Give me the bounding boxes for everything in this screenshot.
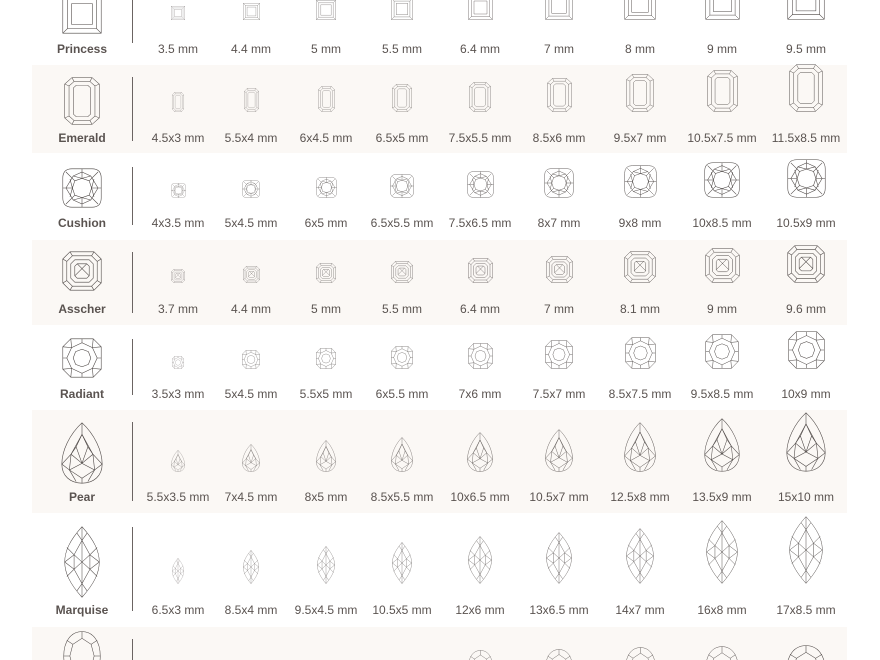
size-label: 10.5x7.5 mm <box>687 131 757 145</box>
size-label: 7 mm <box>544 302 574 316</box>
size-label: 7x6 mm <box>458 387 502 401</box>
cushion-icon <box>62 168 102 208</box>
size-label: 8.1 mm <box>619 302 660 316</box>
size-label: 8.5x5.5 mm <box>370 490 434 504</box>
size-label: 7.5x5.5 mm <box>448 131 512 145</box>
emerald-size-icon <box>626 74 654 112</box>
size-label: 9 mm <box>707 302 737 316</box>
asscher-size-icon <box>316 263 336 283</box>
marquise-size-icon <box>789 516 823 584</box>
marquise-size-icon <box>706 520 738 584</box>
size-label: 8 mm <box>625 42 655 56</box>
size-label: 10x6.5 mm <box>450 490 510 504</box>
size-label: 13x6.5 mm <box>529 603 589 617</box>
princess-size-icon <box>316 0 336 20</box>
size-label: 5.5x5 mm <box>299 387 353 401</box>
emerald-size-icon <box>172 92 184 112</box>
size-label: 6.5x5.5 mm <box>370 216 434 230</box>
marquise-size-icon <box>626 528 654 584</box>
shape-label: Princess <box>56 42 108 56</box>
size-label: 7 mm <box>544 42 574 56</box>
marquise-size-icon <box>546 532 572 584</box>
cushion-size-icon <box>390 174 414 198</box>
pear-size-icon <box>467 432 493 472</box>
size-label: 5x4.5 mm <box>224 216 278 230</box>
emerald-size-icon <box>789 64 823 112</box>
shape-label: Asscher <box>58 302 106 316</box>
emerald-icon <box>64 77 100 125</box>
size-label: 16x8 mm <box>697 603 747 617</box>
shape-label: Marquise <box>55 603 109 617</box>
size-label: 10x8.5 mm <box>692 216 752 230</box>
asscher-icon <box>62 251 102 291</box>
size-label: 10x9 mm <box>781 387 831 401</box>
cushion-size-icon <box>787 159 826 198</box>
size-label: 9.5x4.5 mm <box>294 603 358 617</box>
size-label: 6x4.5 mm <box>299 131 353 145</box>
size-label: 6.5x3 mm <box>151 603 205 617</box>
radiant-size-icon <box>316 348 336 369</box>
oval-size-icon <box>786 645 826 660</box>
size-label: 8.5x6 mm <box>532 131 586 145</box>
size-label: 7x4.5 mm <box>224 490 278 504</box>
size-label: 6.5x5 mm <box>375 131 429 145</box>
princess-size-icon <box>171 6 185 20</box>
pear-size-icon <box>624 422 656 472</box>
size-label: 3.5x3 mm <box>151 387 205 401</box>
oval-size-icon <box>468 650 493 660</box>
size-label: 5 mm <box>311 302 341 316</box>
size-label: 3.5 mm <box>157 42 198 56</box>
emerald-size-icon <box>392 84 412 112</box>
size-label: 4.5x3 mm <box>151 131 205 145</box>
emerald-size-icon <box>469 82 491 112</box>
size-label: 11.5x8.5 mm <box>771 131 841 145</box>
radiant-size-icon <box>391 346 413 369</box>
size-label: 4x3.5 mm <box>151 216 205 230</box>
radiant-size-icon <box>625 337 656 369</box>
row-divider <box>132 639 133 660</box>
size-label: 9 mm <box>707 42 737 56</box>
shape-label: Cushion <box>58 216 106 230</box>
size-label: 5.5x4 mm <box>224 131 278 145</box>
cushion-size-icon <box>624 165 657 198</box>
size-label: 3.7 mm <box>157 302 198 316</box>
asscher-size-icon <box>171 269 185 283</box>
size-label: 8x5 mm <box>304 490 348 504</box>
marquise-size-icon <box>243 550 259 584</box>
size-label: 9.5x8.5 mm <box>690 387 754 401</box>
cushion-size-icon <box>467 171 494 198</box>
size-label: 13.5x9 mm <box>692 490 752 504</box>
size-label: 4.4 mm <box>230 42 271 56</box>
emerald-size-icon <box>318 86 335 112</box>
princess-size-icon <box>705 0 740 20</box>
pear-size-icon <box>704 418 740 472</box>
radiant-size-icon <box>705 334 739 369</box>
size-label: 10.5x9 mm <box>776 216 836 230</box>
princess-size-icon <box>624 0 656 20</box>
size-label: 5 mm <box>311 42 341 56</box>
size-label: 12.5x8 mm <box>610 490 670 504</box>
marquise-size-icon <box>468 536 492 584</box>
size-label: 4.4 mm <box>230 302 271 316</box>
size-label: 5x4.5 mm <box>224 387 278 401</box>
cushion-size-icon <box>316 177 337 198</box>
size-label: 6x5 mm <box>304 216 348 230</box>
asscher-size-icon <box>787 245 825 283</box>
cushion-size-icon <box>544 168 574 198</box>
marquise-size-icon <box>317 546 335 584</box>
radiant-size-icon <box>468 343 493 369</box>
princess-size-icon <box>468 0 493 20</box>
asscher-size-icon <box>705 248 740 283</box>
oval-icon <box>63 631 101 660</box>
pear-icon <box>61 422 103 484</box>
pear-size-icon <box>316 440 336 472</box>
marquise-size-icon <box>172 558 184 584</box>
cushion-size-icon <box>171 183 186 198</box>
pear-size-icon <box>242 444 260 472</box>
pear-size-icon <box>171 450 185 472</box>
princess-size-icon <box>545 0 573 20</box>
radiant-size-icon <box>172 356 184 369</box>
size-label: 8x7 mm <box>537 216 581 230</box>
asscher-size-icon <box>546 256 573 283</box>
emerald-size-icon <box>547 78 572 112</box>
shape-label: Emerald <box>58 131 106 145</box>
size-label: 9.6 mm <box>785 302 826 316</box>
size-label: 6.4 mm <box>459 42 500 56</box>
size-label: 10.5x5 mm <box>372 603 432 617</box>
radiant-size-icon <box>545 340 573 369</box>
size-label: 12x6 mm <box>455 603 505 617</box>
radiant-size-icon <box>788 331 825 369</box>
size-label: 8.5x7.5 mm <box>608 387 672 401</box>
shape-label: Radiant <box>59 387 104 401</box>
size-label: 7.5x6.5 mm <box>448 216 512 230</box>
emerald-size-icon <box>244 88 259 112</box>
asscher-size-icon <box>624 251 656 283</box>
size-label: 9.5x7 mm <box>613 131 667 145</box>
size-label: 6.4 mm <box>459 302 500 316</box>
size-label: 14x7 mm <box>615 603 665 617</box>
oval-size-icon <box>625 647 656 660</box>
size-label: 7.5x7 mm <box>532 387 586 401</box>
size-label: 5.5 mm <box>381 302 422 316</box>
princess-icon <box>62 0 102 34</box>
size-label: 5.5 mm <box>381 42 422 56</box>
size-label: 10.5x7 mm <box>529 490 589 504</box>
size-label: 5.5x3.5 mm <box>146 490 210 504</box>
oval-size-icon <box>705 646 739 660</box>
row-divider <box>132 527 133 611</box>
pear-size-icon <box>391 437 413 472</box>
pear-size-icon <box>786 412 826 472</box>
radiant-size-icon <box>242 350 260 369</box>
oval-size-icon <box>545 649 573 660</box>
princess-size-icon <box>787 0 825 20</box>
princess-size-icon <box>391 0 413 20</box>
asscher-size-icon <box>468 258 493 283</box>
pear-size-icon <box>545 429 573 472</box>
cushion-size-icon <box>704 162 740 198</box>
size-label: 8.5x4 mm <box>224 603 278 617</box>
marquise-size-icon <box>392 542 412 584</box>
row-divider <box>132 0 133 43</box>
emerald-size-icon <box>707 70 738 112</box>
size-label: 6x5.5 mm <box>375 387 429 401</box>
shape-label: Pear <box>68 490 96 504</box>
asscher-size-icon <box>243 266 260 283</box>
asscher-size-icon <box>391 261 413 283</box>
size-label: 17x8.5 mm <box>776 603 836 617</box>
size-label: 9.5 mm <box>785 42 826 56</box>
princess-size-icon <box>243 3 260 20</box>
size-label: 15x10 mm <box>777 490 835 504</box>
marquise-icon <box>64 526 100 598</box>
radiant-icon <box>62 338 102 378</box>
size-label: 9x8 mm <box>618 216 662 230</box>
cushion-size-icon <box>242 180 260 198</box>
